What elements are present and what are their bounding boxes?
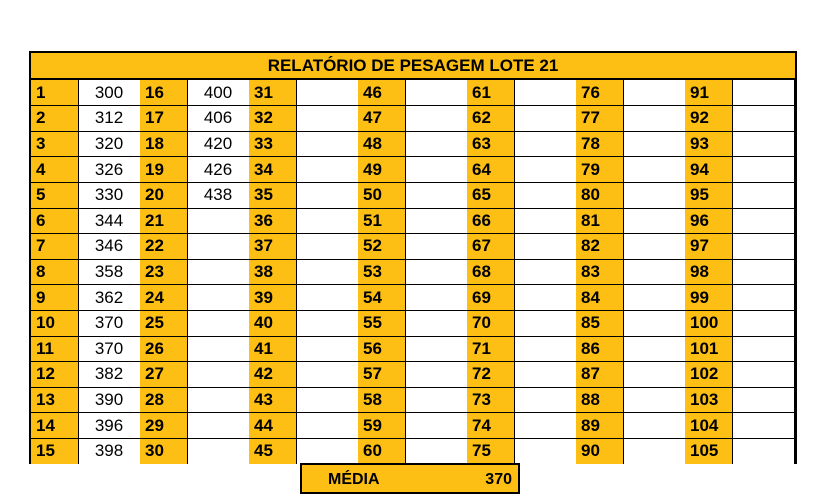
row-number: 54 bbox=[358, 285, 405, 311]
row-number: 73 bbox=[467, 387, 514, 413]
weight-value bbox=[405, 157, 467, 183]
weight-value bbox=[732, 80, 794, 106]
row-number: 63 bbox=[467, 131, 514, 157]
weight-value bbox=[732, 208, 794, 234]
weighing-grid bbox=[31, 80, 795, 464]
weight-value bbox=[623, 310, 685, 336]
weight-value bbox=[514, 387, 576, 413]
weight-value bbox=[623, 80, 685, 106]
weight-value bbox=[405, 387, 467, 413]
row-number: 10 bbox=[31, 310, 78, 336]
weight-value bbox=[732, 234, 794, 260]
weight-value bbox=[405, 259, 467, 285]
row-number: 46 bbox=[358, 80, 405, 106]
row-number: 70 bbox=[467, 310, 514, 336]
weight-value bbox=[514, 182, 576, 208]
row-number: 13 bbox=[31, 387, 78, 413]
row-number: 21 bbox=[140, 208, 187, 234]
weight-value bbox=[623, 259, 685, 285]
row-number: 19 bbox=[140, 157, 187, 183]
row-number: 90 bbox=[576, 438, 623, 464]
row-number: 51 bbox=[358, 208, 405, 234]
weight-value bbox=[623, 106, 685, 132]
grid-line bbox=[31, 182, 795, 183]
weight-value bbox=[732, 413, 794, 439]
weight-value bbox=[623, 131, 685, 157]
row-number: 93 bbox=[685, 131, 732, 157]
weight-value: 390 bbox=[78, 387, 140, 413]
weighing-report-table bbox=[29, 51, 797, 464]
weight-value bbox=[296, 208, 358, 234]
grid-line bbox=[31, 208, 795, 209]
weight-value bbox=[623, 336, 685, 362]
weight-value bbox=[623, 157, 685, 183]
weight-value bbox=[405, 438, 467, 464]
row-number: 72 bbox=[467, 362, 514, 388]
weight-value bbox=[514, 285, 576, 311]
row-number: 80 bbox=[576, 182, 623, 208]
weight-value: 406 bbox=[187, 106, 249, 132]
weight-value bbox=[296, 182, 358, 208]
weight-value bbox=[187, 387, 249, 413]
row-number: 65 bbox=[467, 182, 514, 208]
grid-line bbox=[31, 412, 795, 413]
row-number: 102 bbox=[685, 362, 732, 388]
weight-value bbox=[732, 336, 794, 362]
row-number: 14 bbox=[31, 413, 78, 439]
row-number: 56 bbox=[358, 336, 405, 362]
row-number: 43 bbox=[249, 387, 296, 413]
weight-value bbox=[623, 413, 685, 439]
row-number: 85 bbox=[576, 310, 623, 336]
row-number: 66 bbox=[467, 208, 514, 234]
row-number: 86 bbox=[576, 336, 623, 362]
weight-value bbox=[405, 106, 467, 132]
row-number: 53 bbox=[358, 259, 405, 285]
row-number: 84 bbox=[576, 285, 623, 311]
grid-line bbox=[31, 156, 795, 157]
grid-line bbox=[405, 80, 406, 464]
row-number: 69 bbox=[467, 285, 514, 311]
row-number: 52 bbox=[358, 234, 405, 260]
row-number: 50 bbox=[358, 182, 405, 208]
row-number: 81 bbox=[576, 208, 623, 234]
row-number: 95 bbox=[685, 182, 732, 208]
weight-value bbox=[623, 387, 685, 413]
row-number: 55 bbox=[358, 310, 405, 336]
row-number: 74 bbox=[467, 413, 514, 439]
weight-value bbox=[732, 259, 794, 285]
weight-value bbox=[296, 310, 358, 336]
weight-value bbox=[296, 106, 358, 132]
weight-value bbox=[187, 336, 249, 362]
weight-value bbox=[405, 413, 467, 439]
weight-value bbox=[514, 106, 576, 132]
grid-line bbox=[31, 131, 795, 132]
row-number: 94 bbox=[685, 157, 732, 183]
weight-value bbox=[514, 259, 576, 285]
grid-line bbox=[31, 233, 795, 234]
weight-value bbox=[405, 208, 467, 234]
weight-value: 300 bbox=[78, 80, 140, 106]
row-number: 37 bbox=[249, 234, 296, 260]
weight-value bbox=[296, 234, 358, 260]
weight-value bbox=[296, 336, 358, 362]
weight-value bbox=[187, 413, 249, 439]
row-number: 24 bbox=[140, 285, 187, 311]
row-number: 48 bbox=[358, 131, 405, 157]
row-number: 103 bbox=[685, 387, 732, 413]
row-number: 57 bbox=[358, 362, 405, 388]
weight-value: 396 bbox=[78, 413, 140, 439]
weight-value: 400 bbox=[187, 80, 249, 106]
grid-line bbox=[31, 336, 795, 337]
row-number: 8 bbox=[31, 259, 78, 285]
row-number: 15 bbox=[31, 438, 78, 464]
weight-value bbox=[296, 131, 358, 157]
row-number: 98 bbox=[685, 259, 732, 285]
row-number: 64 bbox=[467, 157, 514, 183]
row-number: 78 bbox=[576, 131, 623, 157]
row-number: 5 bbox=[31, 182, 78, 208]
weight-value bbox=[514, 310, 576, 336]
row-number: 36 bbox=[249, 208, 296, 234]
row-number: 79 bbox=[576, 157, 623, 183]
weight-value bbox=[732, 310, 794, 336]
row-number: 39 bbox=[249, 285, 296, 311]
row-number: 105 bbox=[685, 438, 732, 464]
row-number: 45 bbox=[249, 438, 296, 464]
row-number: 100 bbox=[685, 310, 732, 336]
row-number: 92 bbox=[685, 106, 732, 132]
weight-value: 320 bbox=[78, 131, 140, 157]
row-number: 35 bbox=[249, 182, 296, 208]
grid-line bbox=[31, 387, 795, 388]
grid-line bbox=[31, 361, 795, 362]
grid-line bbox=[31, 105, 795, 106]
row-number: 59 bbox=[358, 413, 405, 439]
row-number: 97 bbox=[685, 234, 732, 260]
weight-value bbox=[405, 310, 467, 336]
average-label: MÉDIA bbox=[328, 471, 380, 488]
row-number: 58 bbox=[358, 387, 405, 413]
weight-value bbox=[296, 285, 358, 311]
weight-value bbox=[623, 362, 685, 388]
row-number: 27 bbox=[140, 362, 187, 388]
row-number: 75 bbox=[467, 438, 514, 464]
grid-line bbox=[514, 80, 515, 464]
row-number: 34 bbox=[249, 157, 296, 183]
row-number: 9 bbox=[31, 285, 78, 311]
weight-value: 370 bbox=[78, 336, 140, 362]
row-number: 16 bbox=[140, 80, 187, 106]
grid-line bbox=[623, 80, 624, 464]
grid-line bbox=[296, 80, 297, 464]
row-number: 23 bbox=[140, 259, 187, 285]
weight-value bbox=[187, 208, 249, 234]
weight-value bbox=[514, 208, 576, 234]
row-number: 104 bbox=[685, 413, 732, 439]
weight-value bbox=[732, 106, 794, 132]
grid-line bbox=[78, 80, 79, 464]
weight-value bbox=[296, 438, 358, 464]
weight-value: 370 bbox=[78, 310, 140, 336]
row-number: 71 bbox=[467, 336, 514, 362]
row-number: 7 bbox=[31, 234, 78, 260]
row-number: 49 bbox=[358, 157, 405, 183]
row-number: 91 bbox=[685, 80, 732, 106]
weight-value bbox=[623, 182, 685, 208]
weight-value: 362 bbox=[78, 285, 140, 311]
weight-value: 398 bbox=[78, 438, 140, 464]
weight-value bbox=[623, 208, 685, 234]
row-number: 77 bbox=[576, 106, 623, 132]
weight-value: 420 bbox=[187, 131, 249, 157]
row-number: 18 bbox=[140, 131, 187, 157]
row-number: 67 bbox=[467, 234, 514, 260]
row-number: 22 bbox=[140, 234, 187, 260]
weight-value bbox=[623, 234, 685, 260]
grid-line bbox=[31, 438, 795, 439]
row-number: 96 bbox=[685, 208, 732, 234]
weight-value bbox=[405, 182, 467, 208]
weight-value: 344 bbox=[78, 208, 140, 234]
row-number: 42 bbox=[249, 362, 296, 388]
row-number: 40 bbox=[249, 310, 296, 336]
weight-value bbox=[405, 234, 467, 260]
row-number: 60 bbox=[358, 438, 405, 464]
row-number: 89 bbox=[576, 413, 623, 439]
weight-value bbox=[187, 285, 249, 311]
row-number: 26 bbox=[140, 336, 187, 362]
weight-value bbox=[187, 234, 249, 260]
row-number: 3 bbox=[31, 131, 78, 157]
row-number: 76 bbox=[576, 80, 623, 106]
weight-value bbox=[187, 259, 249, 285]
weight-value: 426 bbox=[187, 157, 249, 183]
average-summary bbox=[300, 463, 520, 494]
weight-value bbox=[187, 438, 249, 464]
weight-value bbox=[732, 387, 794, 413]
row-number: 82 bbox=[576, 234, 623, 260]
row-number: 99 bbox=[685, 285, 732, 311]
row-number: 47 bbox=[358, 106, 405, 132]
weight-value bbox=[732, 285, 794, 311]
weight-value bbox=[623, 285, 685, 311]
weight-value bbox=[514, 438, 576, 464]
weight-value bbox=[296, 157, 358, 183]
row-number: 28 bbox=[140, 387, 187, 413]
weight-value: 438 bbox=[187, 182, 249, 208]
row-number: 32 bbox=[249, 106, 296, 132]
weight-value bbox=[732, 182, 794, 208]
weight-value bbox=[405, 362, 467, 388]
weight-value bbox=[405, 131, 467, 157]
row-number: 68 bbox=[467, 259, 514, 285]
weight-value bbox=[296, 387, 358, 413]
weight-value: 358 bbox=[78, 259, 140, 285]
weight-value bbox=[187, 362, 249, 388]
weight-value: 382 bbox=[78, 362, 140, 388]
row-number: 87 bbox=[576, 362, 623, 388]
weight-value: 330 bbox=[78, 182, 140, 208]
row-number: 1 bbox=[31, 80, 78, 106]
grid-line bbox=[794, 80, 795, 464]
row-number: 38 bbox=[249, 259, 296, 285]
row-number: 30 bbox=[140, 438, 187, 464]
weight-value: 346 bbox=[78, 234, 140, 260]
row-number: 29 bbox=[140, 413, 187, 439]
weight-value bbox=[187, 310, 249, 336]
row-number: 83 bbox=[576, 259, 623, 285]
weight-value bbox=[732, 438, 794, 464]
weight-value bbox=[296, 80, 358, 106]
grid-line bbox=[732, 80, 733, 464]
weight-value bbox=[732, 362, 794, 388]
weight-value bbox=[514, 413, 576, 439]
weight-value: 312 bbox=[78, 106, 140, 132]
weight-value: 326 bbox=[78, 157, 140, 183]
weight-value bbox=[405, 336, 467, 362]
weight-value bbox=[514, 336, 576, 362]
weight-value bbox=[732, 131, 794, 157]
weight-value bbox=[514, 157, 576, 183]
row-number: 33 bbox=[249, 131, 296, 157]
row-number: 20 bbox=[140, 182, 187, 208]
grid-line bbox=[187, 80, 188, 464]
row-number: 101 bbox=[685, 336, 732, 362]
grid-line bbox=[31, 284, 795, 285]
average-value: 370 bbox=[485, 471, 512, 488]
row-number: 25 bbox=[140, 310, 187, 336]
weight-value bbox=[296, 259, 358, 285]
weight-value bbox=[296, 362, 358, 388]
weight-value bbox=[514, 234, 576, 260]
row-number: 88 bbox=[576, 387, 623, 413]
weight-value bbox=[514, 362, 576, 388]
weight-value bbox=[623, 438, 685, 464]
row-number: 2 bbox=[31, 106, 78, 132]
weight-value bbox=[732, 157, 794, 183]
row-number: 12 bbox=[31, 362, 78, 388]
weight-value bbox=[296, 413, 358, 439]
weight-value bbox=[405, 285, 467, 311]
weight-value bbox=[514, 131, 576, 157]
row-number: 31 bbox=[249, 80, 296, 106]
row-number: 62 bbox=[467, 106, 514, 132]
row-number: 17 bbox=[140, 106, 187, 132]
row-number: 4 bbox=[31, 157, 78, 183]
weight-value bbox=[405, 80, 467, 106]
row-number: 61 bbox=[467, 80, 514, 106]
report-title: RELATÓRIO DE PESAGEM LOTE 21 bbox=[31, 53, 795, 80]
row-number: 11 bbox=[31, 336, 78, 362]
row-number: 44 bbox=[249, 413, 296, 439]
row-number: 41 bbox=[249, 336, 296, 362]
row-number: 6 bbox=[31, 208, 78, 234]
grid-line bbox=[31, 310, 795, 311]
grid-line bbox=[31, 259, 795, 260]
weight-value bbox=[514, 80, 576, 106]
